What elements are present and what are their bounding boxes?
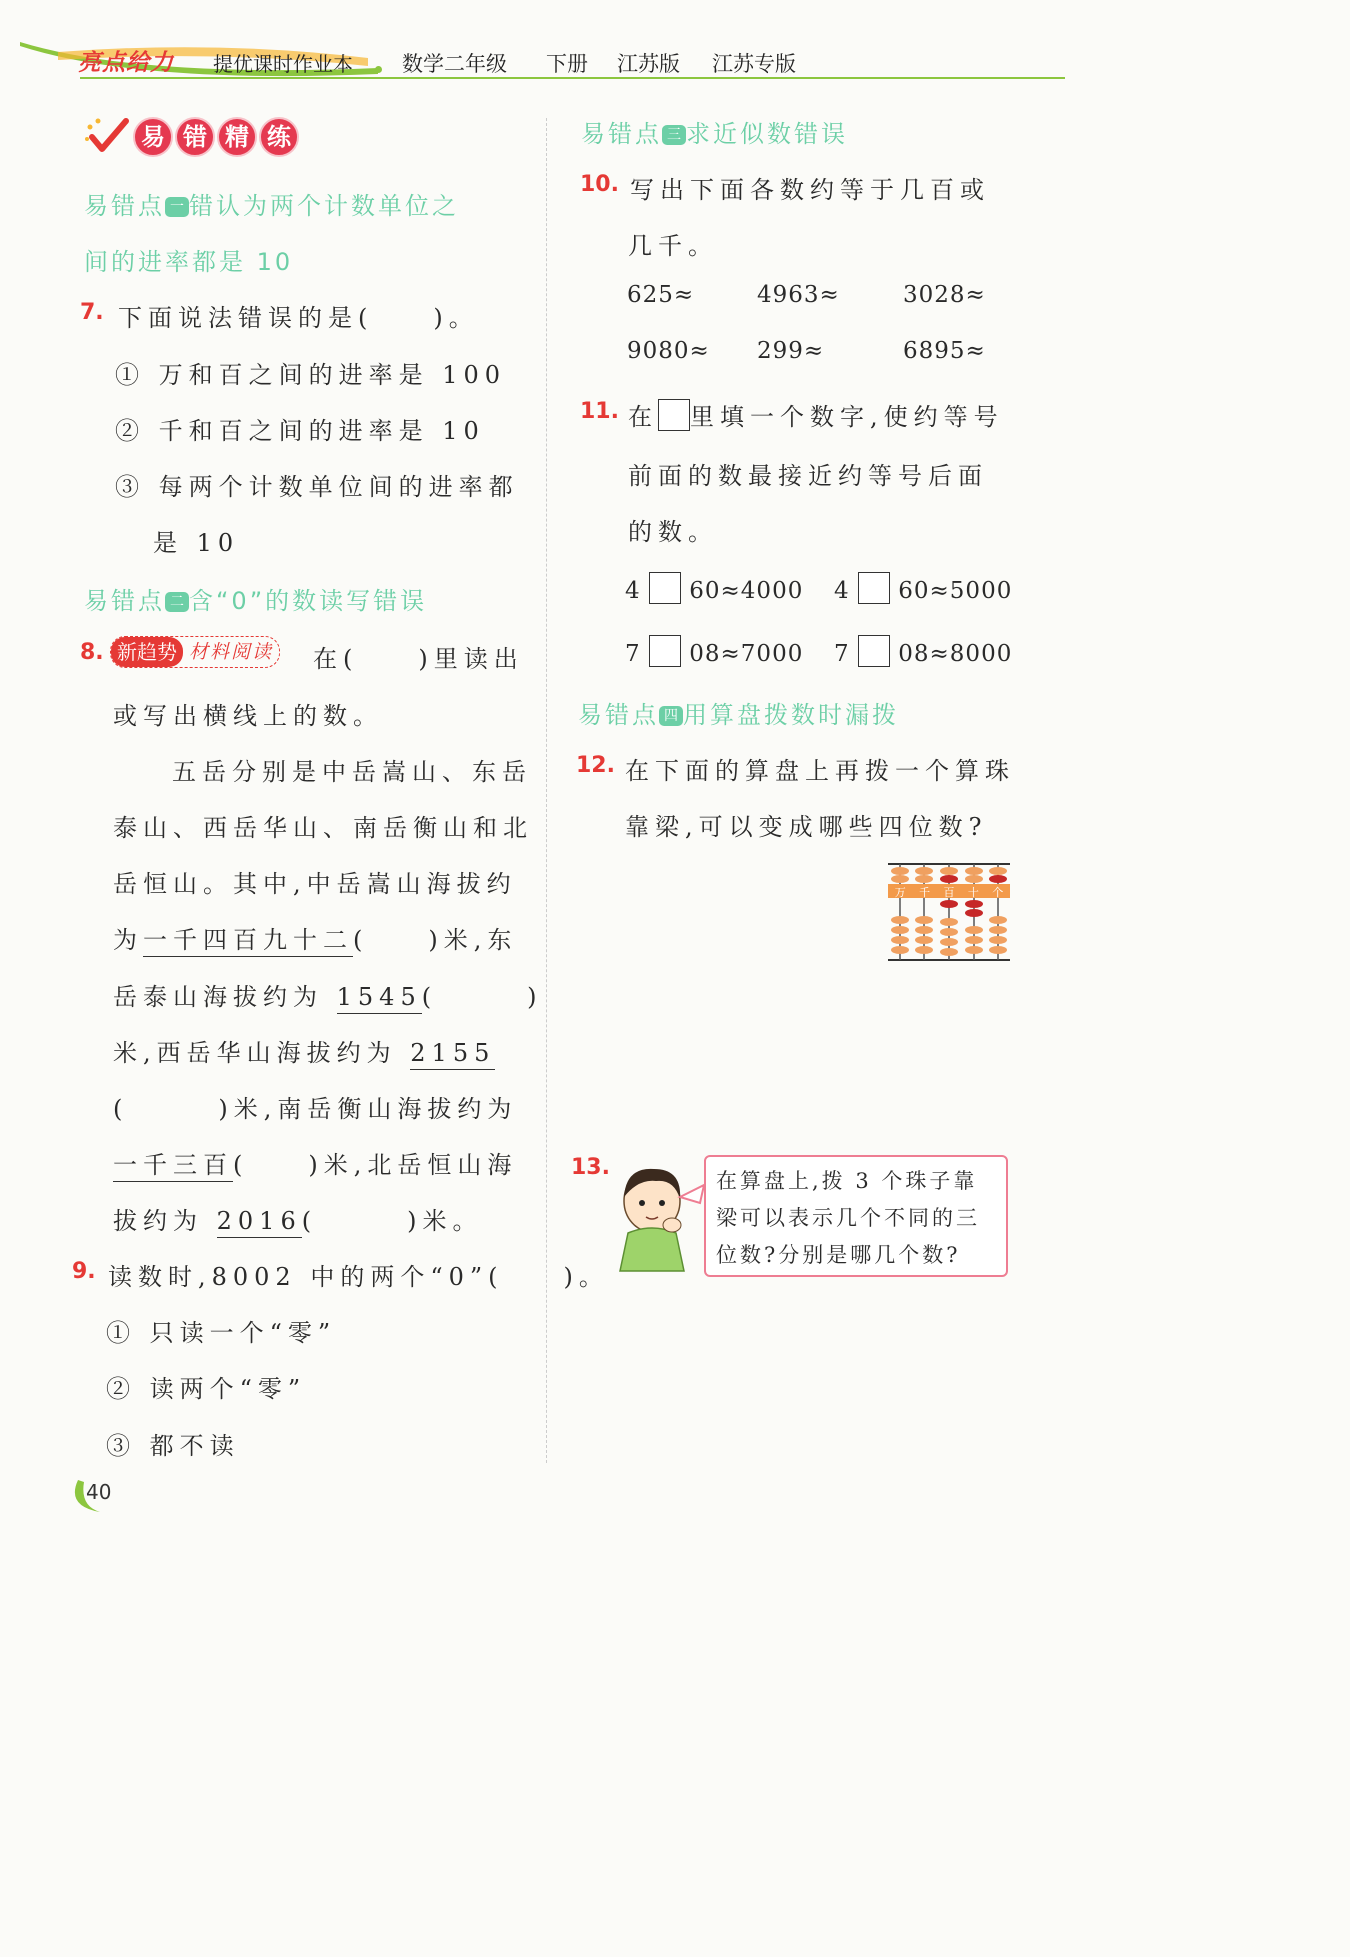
- q8-line-1: 在( )里读出: [313, 645, 524, 673]
- q8-underline-4: 一千三百: [113, 1151, 233, 1182]
- q8-underline-1: 一千四百九十二: [143, 926, 353, 957]
- q8-line-5: 岳恒山。其中,中岳嵩山海拔约: [113, 870, 517, 898]
- section-title-char: 精: [217, 117, 257, 157]
- q8-tag-trend: 新趋势: [111, 637, 183, 667]
- answer-box[interactable]: [649, 572, 681, 604]
- q7-option-3: ③ 每两个计数单位间的进率都: [115, 473, 519, 501]
- q8-underline-5: 2016: [217, 1207, 302, 1238]
- q8-underline-3: 2155: [410, 1039, 495, 1070]
- header-grade: 数学二年级: [402, 52, 507, 76]
- abacus-label: 个: [992, 886, 1004, 899]
- q9-option-1: ① 只读一个“零”: [106, 1319, 337, 1347]
- check-star-icon: [84, 115, 132, 155]
- header-volume: 下册: [546, 52, 588, 76]
- q11-item: 4 60≈5000: [834, 572, 1012, 604]
- q10-item: 9080≈: [627, 338, 710, 364]
- q7-option-2: ② 千和百之间的进率是 10: [115, 417, 485, 445]
- q11-item: 7 08≈7000: [625, 635, 803, 667]
- q8-line-9: ( )米,南岳衡山海拔约为: [113, 1095, 518, 1123]
- q10-item: 625≈: [627, 282, 695, 308]
- header-dot: [375, 66, 382, 73]
- abacus-place-labels: [888, 884, 1010, 900]
- section-title: [133, 117, 299, 157]
- q10-item: 3028≈: [903, 282, 986, 308]
- q8-line-7: 岳泰山海拔约为 1545( ): [113, 977, 542, 1012]
- topic-1-line2: 间的进率都是 10: [84, 248, 294, 276]
- brand-logo: 亮点给力: [78, 50, 174, 76]
- q11-line-3: 的数。: [628, 518, 718, 546]
- q7-text: 下面说法错误的是( )。: [118, 304, 479, 332]
- q11-line-2: 前面的数最接近约等号后面: [628, 462, 988, 490]
- abacus-label: 千: [919, 886, 931, 899]
- brand-subtitle: 提优课时作业本: [213, 52, 353, 76]
- q8-underline-2: 1545: [337, 983, 422, 1014]
- q9-option-2: ② 读两个“零”: [106, 1375, 307, 1403]
- q11-item: 4 60≈4000: [625, 572, 803, 604]
- answer-box[interactable]: [649, 635, 681, 667]
- q8-line-4: 泰山、西岳华山、南岳衡山和北: [113, 814, 533, 842]
- q10-line-2: 几千。: [628, 232, 718, 260]
- header-edition: 江苏版: [617, 52, 680, 76]
- q11-item: 7 08≈8000: [834, 635, 1012, 667]
- q8-line-2: 或写出横线上的数。: [113, 702, 383, 730]
- q10-item: 4963≈: [757, 282, 840, 308]
- q12-number: 12.: [576, 753, 615, 778]
- q9-option-3: ③ 都不读: [106, 1432, 240, 1460]
- bubble-line-3: 位数?分别是哪几个数?: [716, 1243, 961, 1267]
- q8-line-3: 五岳分别是中岳嵩山、东岳: [172, 758, 532, 786]
- q8-tag: [110, 636, 280, 668]
- answer-box[interactable]: [858, 572, 890, 604]
- q10-line-1: 写出下面各数约等于几百或: [630, 176, 990, 204]
- q12-line-1: 在下面的算盘上再拨一个算珠: [625, 757, 1015, 785]
- q8-line-11: 拔约为 2016( )米。: [113, 1201, 482, 1236]
- q10-item: 299≈: [757, 338, 825, 364]
- thinking-boy-icon: [612, 1163, 704, 1275]
- bubble-line-2: 梁可以表示几个不同的三: [716, 1206, 980, 1230]
- q13-number: 13.: [571, 1155, 610, 1180]
- section-title-char: 易: [133, 117, 173, 157]
- q7-option-1: ① 万和百之间的进率是 100: [115, 361, 507, 389]
- q8-line-10: 一千三百( )米,北岳恒山海: [113, 1145, 517, 1180]
- q9-text: 读数时,8002 中的两个“0”( )。: [108, 1263, 609, 1291]
- q8-line-6: 为一千四百九十二( )米,东: [113, 920, 517, 955]
- q7-option-3-cont: 是 10: [153, 529, 240, 557]
- q9-number: 9.: [72, 1259, 96, 1284]
- q10-item: 6895≈: [903, 338, 986, 364]
- topic-4: 易错点 四 用算盘拨数时漏拨: [578, 701, 899, 729]
- bubble-line-1: 在算盘上,拨 3 个珠子靠: [716, 1169, 978, 1193]
- q8-tag-reading: 材料阅读: [189, 641, 274, 663]
- answer-box[interactable]: [858, 635, 890, 667]
- abacus-label: 百: [943, 886, 955, 899]
- section-title-char: 练: [259, 117, 299, 157]
- answer-box: [658, 399, 690, 431]
- topic-2: 易错点 二 含“0”的数读写错误: [84, 587, 428, 615]
- abacus-label: 万: [894, 886, 906, 899]
- q12-line-2: 靠梁,可以变成哪些四位数?: [625, 813, 988, 841]
- section-title-char: 错: [175, 117, 215, 157]
- page-number: 40: [86, 1480, 112, 1504]
- q11-number: 11.: [580, 399, 619, 424]
- q8-line-8: 米,西岳华山海拔约为 2155: [113, 1033, 495, 1068]
- q7-number: 7.: [80, 300, 104, 325]
- abacus-image: [886, 860, 1012, 964]
- abacus-label: 十: [967, 886, 979, 899]
- q10-number: 10.: [580, 172, 619, 197]
- speech-bubble: [704, 1155, 1008, 1277]
- q8-number: 8.: [80, 640, 104, 665]
- header-special: 江苏专版: [712, 52, 796, 76]
- topic-3: 易错点 三 求近似数错误: [581, 120, 848, 148]
- topic-1-line1: 易错点 一 错认为两个计数单位之: [84, 192, 459, 220]
- q11-line-1: 在 里填一个数字,使约等号: [628, 397, 1004, 432]
